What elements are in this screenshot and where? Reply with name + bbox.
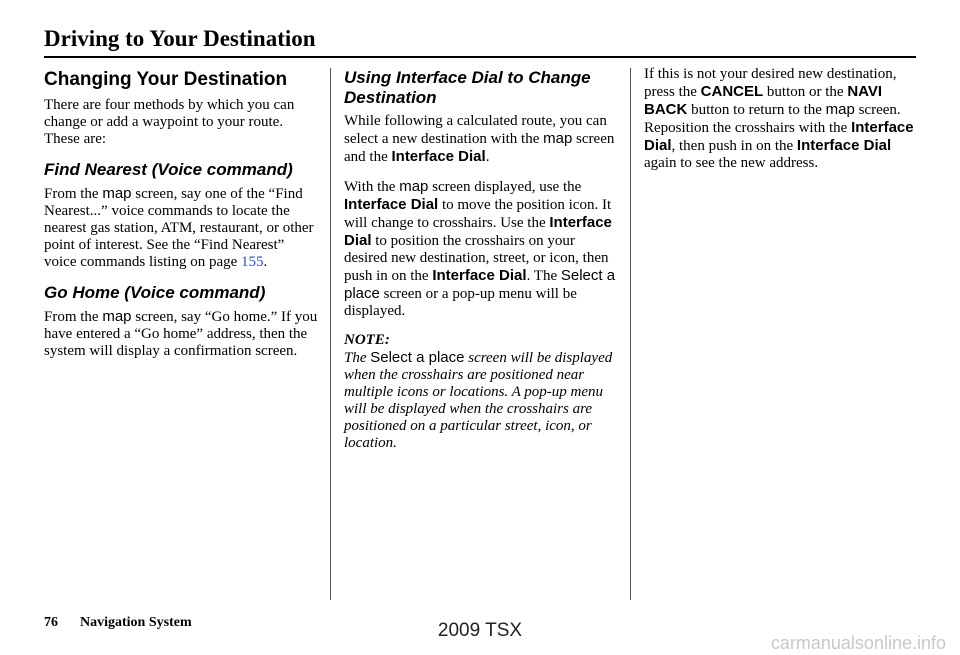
navi-back-button-term: NAVI BACK	[644, 83, 883, 118]
text-fragment: screen will be displayed when the crosshairs are positioned near multiple icons or locations. A pop-up menu will be displayed when the crosshairs are positioned on a particular street, icon, or location.	[344, 350, 613, 451]
column-1	[44, 66, 319, 360]
subsection-title-find-nearest: Find Nearest (Voice command)	[44, 160, 293, 179]
not-desired-paragraph	[644, 66, 919, 172]
header-rule	[44, 56, 916, 58]
text-fragment: From the	[44, 309, 103, 325]
intro-paragraph: There are four methods by which you can change or add a waypoint to your route. These are:	[44, 97, 295, 147]
section-title-changing-destination: Changing Your Destination	[44, 69, 288, 90]
text-fragment: While following a calculated route, you can select a new destination with the	[344, 113, 607, 147]
find-nearest-paragraph	[44, 185, 319, 271]
column-2	[344, 66, 619, 452]
text-fragment: From the	[44, 186, 103, 202]
text-fragment: The	[344, 350, 371, 366]
map-term: map	[102, 185, 132, 202]
text-fragment: With the	[344, 179, 400, 195]
text-fragment: If this is not your desired new destination, press the	[644, 66, 897, 100]
select-a-place-term: Select a place	[370, 349, 465, 366]
page-header: Driving to Your Destination	[44, 26, 316, 51]
map-term: map	[102, 308, 132, 325]
text-fragment: again to see the new address.	[644, 155, 819, 171]
text-fragment: screen and the	[344, 131, 615, 165]
map-term: map	[399, 178, 429, 195]
page-link-155[interactable]: 155	[241, 254, 264, 270]
text-fragment: button or the	[763, 84, 848, 100]
column-divider-1	[330, 68, 331, 600]
site-watermark: carmanualsonline.info	[770, 633, 946, 653]
interface-dial-paragraph-2	[344, 178, 619, 320]
subsection-title-interface-dial: Using Interface Dial to Change Destination	[344, 68, 591, 107]
interface-dial-term: Interface Dial	[391, 148, 486, 165]
text-fragment: screen. Reposition the crosshairs with the	[644, 102, 901, 136]
text-fragment: .	[263, 254, 268, 270]
note-text	[344, 349, 619, 452]
text-fragment: , then push in on the	[671, 138, 797, 154]
interface-dial-paragraph-1	[344, 113, 619, 166]
text-fragment: button to return to the	[687, 102, 826, 118]
map-term: map	[825, 101, 855, 118]
interface-dial-term: Interface Dial	[432, 267, 527, 284]
footer-label: Navigation System	[80, 615, 192, 630]
text-fragment: to position the crosshairs on your desired new destination, street, or icon, then push in on the	[344, 233, 609, 284]
note-label: NOTE:	[344, 332, 390, 348]
cancel-button-term: CANCEL	[700, 83, 764, 100]
text-fragment: to move the position icon. It will change to crosshairs. Use the	[344, 197, 612, 231]
select-a-place-term: Select a place	[344, 267, 616, 302]
interface-dial-term: Interface Dial	[644, 119, 914, 154]
model-watermark: 2009 TSX	[437, 620, 523, 641]
text-fragment: . The	[526, 268, 561, 284]
page-number: 76	[44, 615, 58, 630]
column-divider-2	[630, 68, 631, 600]
go-home-paragraph	[44, 308, 319, 360]
text-fragment: screen, say “Go home.” If you have entered a “Go home” address, then the system will display a confirmation screen.	[44, 309, 318, 359]
text-fragment: screen displayed, use the	[428, 179, 582, 195]
interface-dial-term: Interface Dial	[344, 214, 612, 249]
subsection-title-go-home: Go Home (Voice command)	[44, 283, 266, 302]
text-fragment: .	[485, 149, 490, 165]
text-fragment: screen or a pop-up menu will be displayed.	[344, 286, 577, 319]
interface-dial-term: Interface Dial	[344, 196, 439, 213]
column-3	[644, 66, 919, 172]
interface-dial-term: Interface Dial	[796, 137, 892, 154]
map-term: map	[543, 130, 573, 147]
text-fragment: screen, say one of the “Find Nearest...” voice commands to locate the nearest gas station, ATM, restaurant, or other point of interest. See the “Find Nearest” voice commands listing on page	[44, 186, 314, 270]
